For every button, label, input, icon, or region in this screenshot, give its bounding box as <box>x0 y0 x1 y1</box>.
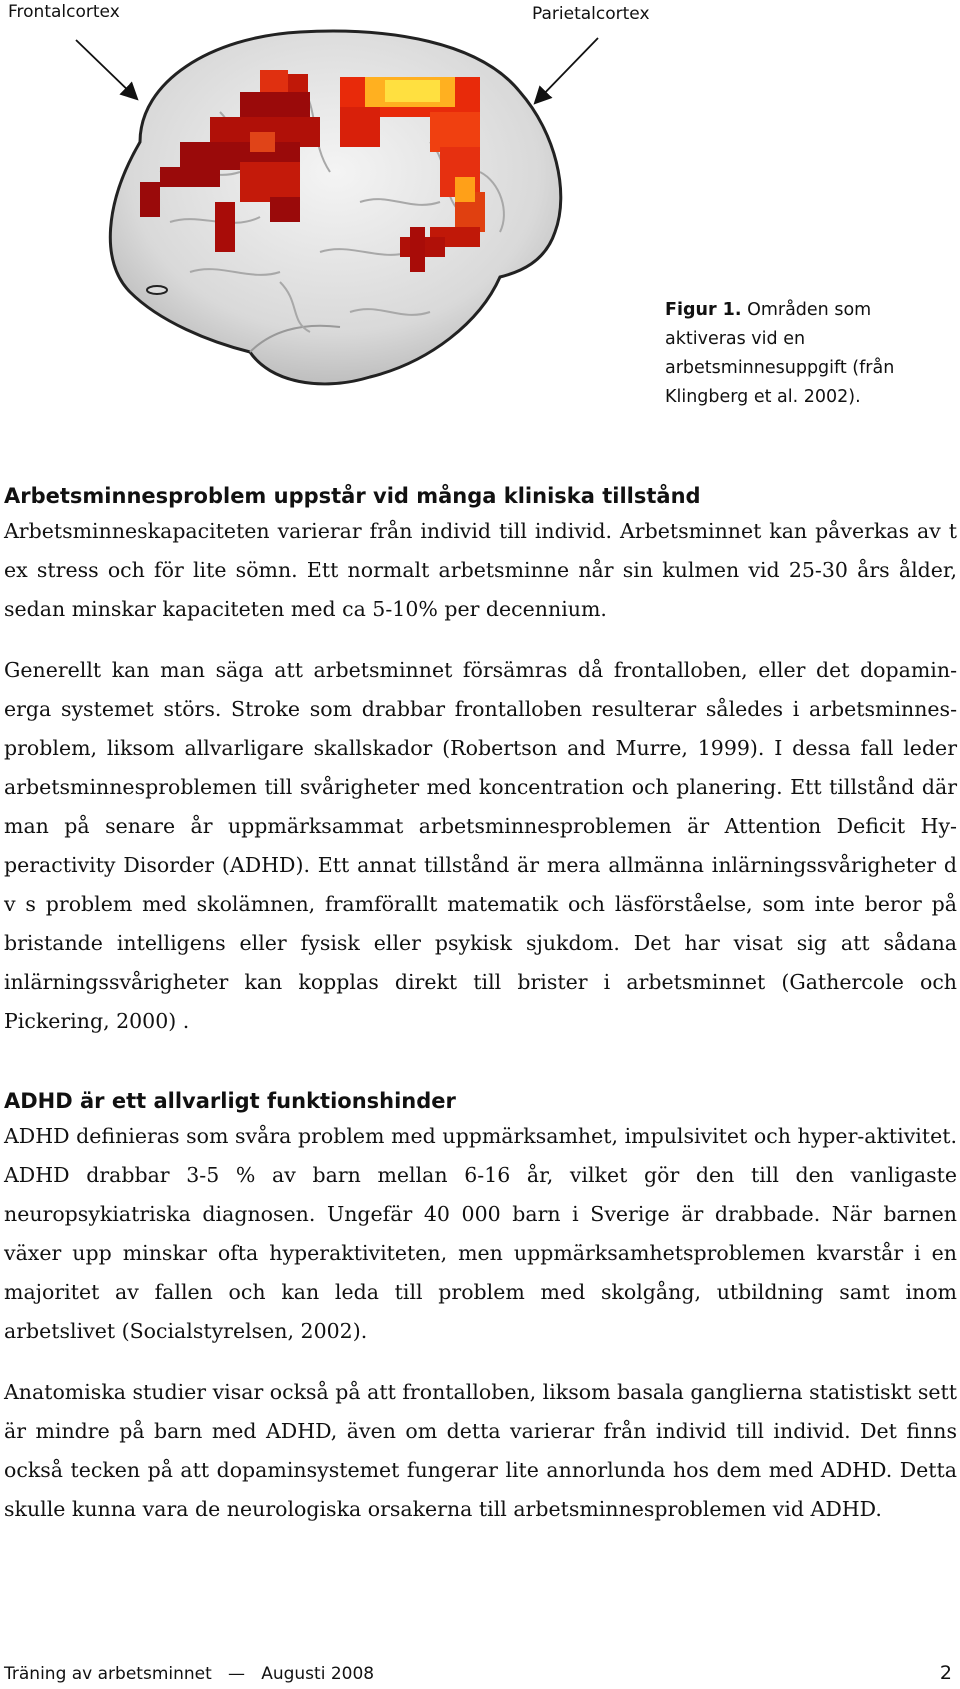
brain-image <box>100 22 570 402</box>
section-heading-clinical: Arbetsminnesproblem uppstår vid många kliniska tillstånd <box>4 484 701 508</box>
page-footer <box>4 1662 956 1688</box>
brain-shape <box>110 31 560 384</box>
frontalcortex-label: Frontalcortex <box>8 2 120 22</box>
paragraph: Generellt kan man säga att arbetsminnet försämras då frontalloben, eller det dopamin-erga systemet störs. Stroke som drabbar frontalloben resulterar således i arbetsminnes-problem, liksom allvarligare skallskador (Robertson and Murre, 1999). I dessa fall leder arbetsminnesproblemen till svårigheter med koncentration och planering. Ett tillstånd där man på senare år uppmärksammat arbetsminnesproblemen är Attention Deficit Hy-peractivity Disorder (ADHD). Ett annat tillstånd är mera allmänna inlärningssvårigheter d v s problem med skolämnen, framförallt matematik och läsförståelse, som inte beror på bristande intelligens eller fysisk eller psykisk sjukdom. Det har visat sig att sådana inlärningssvårigheter kan kopplas direkt till brister i arbetsminnet (Gathercole och Pickering, 2000) . <box>4 658 957 1033</box>
footer-title: Träning av arbetsminnet — Augusti 2008 <box>4 1664 375 1684</box>
brain-figure <box>0 0 960 410</box>
paragraph: Anatomiska studier visar också på att frontalloben, liksom basala ganglierna statistiskt sett är mindre på barn med ADHD, även om detta varierar från individ till individ. Det finns också tecken på att dopaminsystemet fungerar lite annorlunda hos dem med ADHD. Detta skulle kunna vara de neurologiska orsakerna till arbetsminnesproblemen vid ADHD. <box>4 1380 957 1521</box>
section-heading-adhd: ADHD är ett allvarligt funktionshinder <box>4 1089 456 1113</box>
paragraph: ADHD definieras som svåra problem med uppmärksamhet, impulsivitet och hyper-aktivitet. ADHD drabbar 3-5 % av barn mellan 6-16 år, vilket gör den till den vanligaste neuropsykiatriska diagnosen. Ungefär 40 000 barn i Sverige är drabbade. När barnen växer upp minskar ofta hyperaktiviteten, men uppmärksamhetsproblemen kvarstår i en majoritet av fallen och kan leda till problem med skolgång, utbildning samt inom arbetslivet (Socialstyrelsen, 2002). <box>4 1124 957 1343</box>
caption-text: Områden som aktiveras vid en arbetsminnesuppgift (från Klingberg et al. 2002). <box>665 300 895 407</box>
page-number: 2 <box>939 1662 952 1684</box>
caption-label: Figur 1. <box>665 300 742 320</box>
figure-caption <box>665 296 955 412</box>
parietalcortex-label: Parietalcortex <box>532 4 650 24</box>
main-content <box>4 480 957 1529</box>
paragraph: Arbetsminneskapaciteten varierar från individ till individ. Arbetsminnet kan påverkas av t ex stress och för lite sömn. Ett normalt arbetsminne når sin kulmen vid 25-30 års ålder, sedan minskar kapaciteten med ca 5-10% per decennium. <box>4 519 957 621</box>
